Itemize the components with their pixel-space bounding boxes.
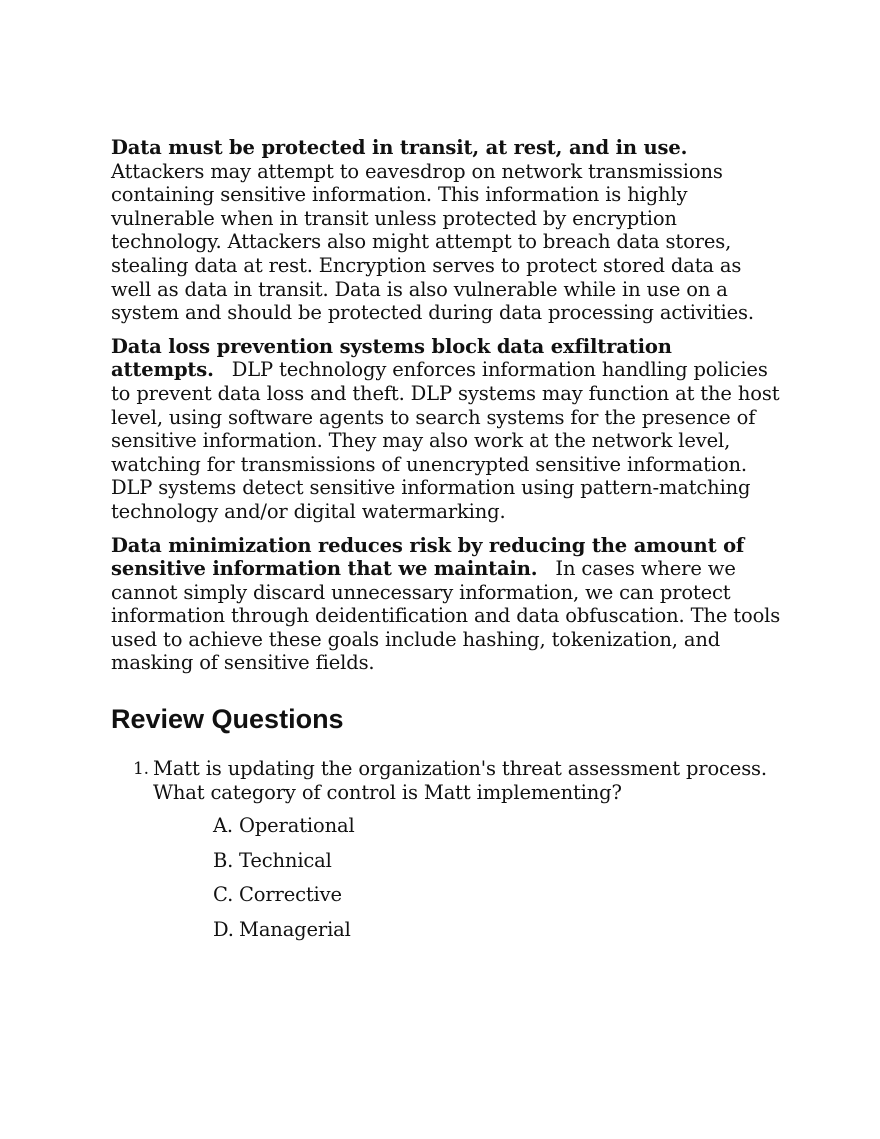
question-number: 1.	[133, 759, 149, 780]
option-text: Corrective	[239, 883, 342, 907]
answer-option	[213, 918, 781, 942]
paragraph-body: Attackers may attempt to eavesdrop on network transmissions containing sensitive information. This information is highly vulnerable when in transit unless protected by encryption technology. Attackers also might attempt to breach data stores, stealing data at rest. Encryption serves to protect stored data as well as data in transit. Data is also vulnerable while in use on a system and should be protected during data processing activities.	[111, 159, 754, 325]
option-text: Technical	[239, 848, 332, 872]
paragraph-heading: Data must be protected in transit, at rest, and in use.	[111, 136, 688, 159]
paragraph-dlp	[111, 335, 781, 524]
section-title: Review Questions	[111, 704, 344, 735]
answer-option	[213, 814, 781, 838]
answer-option	[213, 849, 781, 873]
option-text: Managerial	[239, 918, 351, 942]
paragraph-body: DLP technology enforces information handling policies to prevent data loss and theft. DLP systems may function at the host level, using software agents to search systems for the presence of sensitive information. They may also work at the network level, watching for transmissions of unencrypted sensitive information. DLP systems detect sensitive information using pattern-matching technology and/or digital watermarking.	[111, 358, 780, 523]
answer-option	[213, 883, 781, 907]
option-letter: C.	[213, 883, 234, 907]
paragraph-body: In cases where we cannot simply discard unnecessary information, we can protect information through deidentification and data obfuscation. The tools used to achieve these goals include hashing, tokenization, and masking of sensitive fields.	[111, 557, 781, 675]
question-text: Matt is updating the organization's threat assessment process. What category of control is Matt implementing?	[153, 757, 767, 804]
paragraph-data-protection	[111, 136, 781, 325]
page-content	[111, 136, 781, 953]
paragraph-heading: Data loss prevention systems block data exfiltration attempts.	[111, 334, 672, 382]
option-letter: D.	[213, 918, 234, 942]
review-question	[111, 757, 781, 942]
paragraph-data-minimization	[111, 534, 781, 676]
answer-options	[153, 814, 781, 941]
option-text: Operational	[239, 814, 355, 838]
option-letter: B.	[213, 848, 234, 872]
paragraph-heading: Data minimization reduces risk by reducing the amount of sensitive information that we maintain.	[111, 533, 745, 581]
option-letter: A.	[213, 814, 233, 838]
